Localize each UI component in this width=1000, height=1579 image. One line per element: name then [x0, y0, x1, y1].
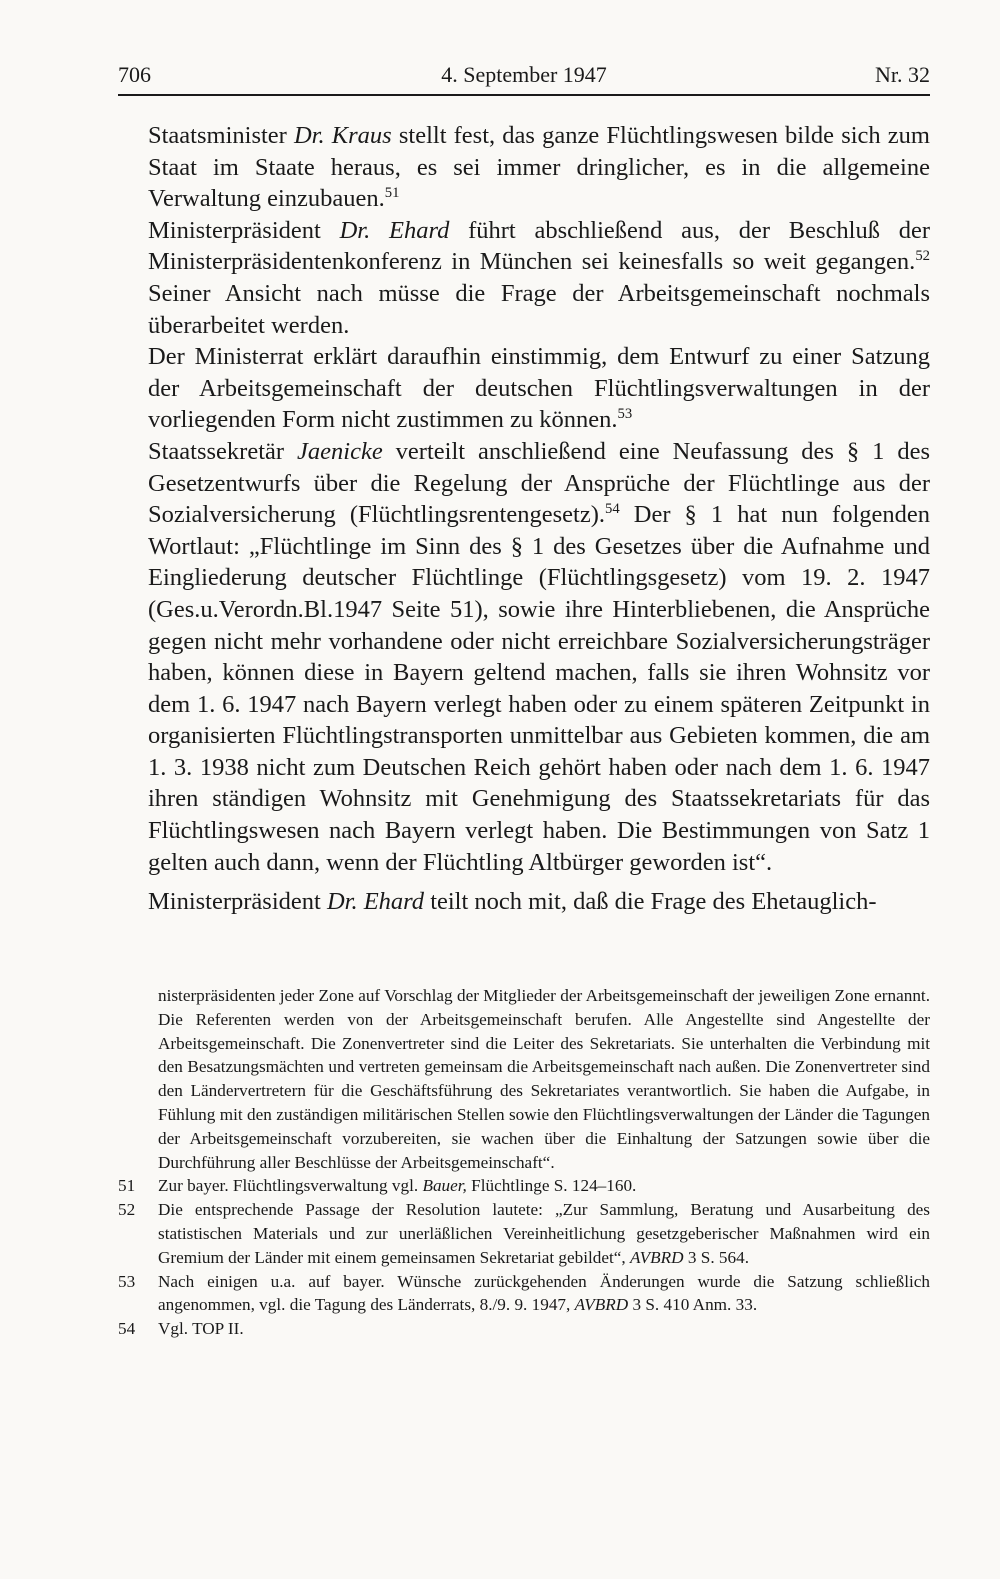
- paragraph: Ministerpräsident Dr. Ehard teilt noch mit, daß die Frage des Ehetauglich-: [148, 888, 877, 916]
- footnote-number: 52: [118, 1200, 136, 1220]
- paragraph: Ministerpräsident Dr. Ehard führt abschließend aus, der Beschluß der Ministerpräsidentenkonferenz in München sei keinesfalls so weit gegangen.$^{52}$ Seiner Ansicht nach müsse die Frage der Arbeitsgemeinschaft nochmals überarbeitet werden.: [148, 216, 930, 339]
- paragraph: Staatssekretär Jaenicke verteilt anschließend eine Neufassung des § 1 des Gesetzentwurfs über die Regelung der Ansprüche der Flüchtlinge aus der Sozialversicherung (Flüchtlingsrentengesetz).$^{54}$ Der § 1 hat nun folgenden Wortlaut: „Flüchtlinge im Sinn des § 1 des Gesetzes über die Aufnahme und Eingliederung deutscher Flüchtlinge (Flüchtlingsgesetz) vom 19. 2. 1947 (Ges.u.Verordn.Bl.1947 Seite 51), sowie ihre Hinterbliebenen, die Ansprüche gegen nicht mehr vorhandene oder nicht erreichbare Sozialversicherungsträger haben, können diese in Bayern geltend machen, falls sie ihren Wohnsitz vor dem 1. 6. 1947 nach Bayern verlegt haben oder zu einem späteren Zeitpunkt in organisierten Flüchtlingstransporten unmittelbar aus Gebieten kommen, die am 1. 3. 1938 nicht zum Deutschen Reich gehört haben oder nach dem 1. 6. 1947 ihren ständigen Wohnsitz mit Genehmigung des Staatssekretariats für das Flüchtlingswesen nach Bayern verlegt haben. Die Bestimmungen von Satz 1 gelten auch dann, wenn der Flüchtling Altbürger geworden ist“.: [148, 437, 930, 876]
- footnote-number: 54: [118, 1319, 136, 1339]
- paragraph: Staatsminister Dr. Kraus stellt fest, das ganze Flüchtlingswesen bilde sich zum Staat im Staate heraus, es sei immer dringlicher, es in die allgemeine Verwaltung einzubauen.$^{51}$: [148, 122, 930, 213]
- footnote-ref: 52: [915, 248, 930, 265]
- footnote: 53 Nach einigen u.a. auf bayer. Wünsche zurückgehenden Änderungen wurde die Satzung schließlich angenommen, vgl. die Tagung des Länderrats, 8./9. 9. 1947, AVBRD 3 S. 410 Anm. 33.: [118, 1271, 930, 1315]
- main-text: [148, 120, 930, 918]
- footnote-number: 53: [118, 1271, 136, 1291]
- footnote-ref: 53: [617, 406, 633, 423]
- person-name: Dr. Kraus: [293, 122, 392, 149]
- person-name: Dr. Ehard: [326, 888, 425, 916]
- person-name: Jaenicke: [297, 437, 383, 465]
- footnote-ref: 51: [384, 185, 400, 202]
- footnote-ref: 54: [604, 500, 620, 517]
- footnote-continuation: nisterpräsidenten jeder Zone auf Vorschlag der Mitglieder der Arbeitsgemeinschaft der jeweiligen Zone ernannt. Die Referenten werden von der Arbeitsgemeinschaft berufen. Alle Angestellte sind Angestellte der Arbeitsgemeinschaft. Die Zonenvertreter sind die Leiter des Sekretariats. Sie unterhalten die Verbindung mit den Besatzungsmächten und vertreten gemeinsam die Arbeitsgemeinschaft nach außen. Die Zonenvertreter sind den Ländervertretern für die Geschäftsführung des Sekretariates verantwortlich. Sie haben die Aufgabe, in Fühlung mit den zuständigen militärischen Stellen sowie den Flüchtlingsverwaltungen der Länder die Tagungen der Arbeitsgemeinschaft vorzubereiten, sie wachen über die Einhaltung der Satzungen sowie über die Durchführung aller Beschlüsse der Arbeitsgemeinschaft“.: [158, 986, 930, 1172]
- header-issue: Nr. 32: [875, 62, 930, 87]
- paragraph: Der Ministerrat erklärt daraufhin einstimmig, dem Entwurf zu einer Satzung der Arbeitsgemeinschaft der deutschen Flüchtlingsverwaltungen in der vorliegenden Form nicht zustimmen zu können.$^{53}$: [148, 343, 930, 434]
- footnote-number: 51: [118, 1176, 136, 1196]
- footnotes: [118, 984, 930, 1341]
- footnote: 52 Die entsprechende Passage der Resolution lautete: „Zur Sammlung, Beratung und Ausarbeitung des statistischen Materials und zur unerläßlichen Vereinheitlichung gesetzgeberischer Maßnahmen wird ein Gremium der Länder mit einem gemeinsamen Sekretariat gebildet“, AVBRD 3 S. 564.: [118, 1200, 930, 1267]
- person-name: Dr. Ehard: [339, 216, 450, 244]
- page-number: 706: [118, 62, 151, 87]
- header-rule: [118, 94, 930, 96]
- footnote: 54 Vgl. TOP II.: [158, 1317, 930, 1341]
- footnote: 51 Zur bayer. Flüchtlingsverwaltung vgl. Bauer, Flüchtlinge S. 124–160.: [158, 1174, 930, 1198]
- header-date: 4. September 1947: [441, 62, 607, 87]
- page-header: [118, 58, 930, 92]
